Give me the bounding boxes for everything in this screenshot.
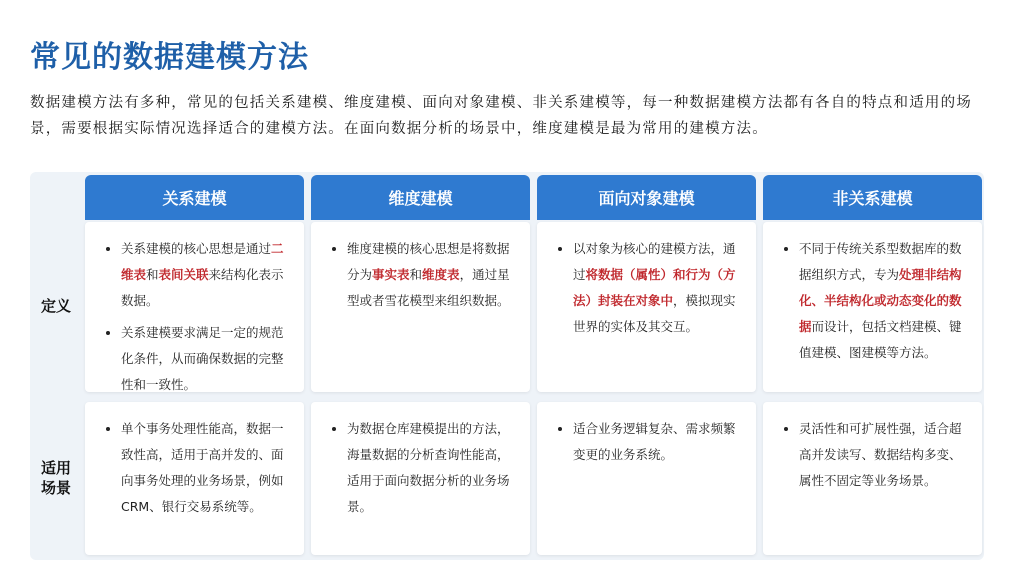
list-item [573, 236, 742, 340]
row-label-scenario-text: 适用场景 [40, 458, 71, 497]
column-header-object: 面向对象建模 [537, 175, 756, 220]
highlight-text: 将数据（属性）和行为（方法）封装在对象中 [573, 267, 736, 308]
text: ，模拟现实世界的实体及其交互。 [573, 293, 736, 334]
text: 维度建模的核心思想是将数据分为 [347, 241, 510, 282]
list-item: • 单个事务处理性能高，数据一致性高，适用于高并发的、面向事务处理的业务场景，例如CRM、银行交易系统等。 [121, 416, 290, 520]
cell-dimensional-definition [311, 222, 530, 392]
highlight-text: 处理非结构化、半结构化或动态变化的数据 [799, 267, 962, 334]
text: 关系建模的核心思想是通过 [121, 241, 272, 256]
highlight-text: 事实表 [372, 267, 410, 282]
cell-nonrelational-definition [763, 222, 982, 392]
column-header-nonrelational: 非关系建模 [763, 175, 982, 220]
row-label-definition: 定义 [30, 220, 82, 392]
intro-paragraph: 数据建模方法有多种，常见的包括关系建模、维度建模、面向对象建模、非关系建模等，每一种数据建模方法都有各自的特点和适用的场景，需要根据实际情况选择适合的建模方法。在面向数据分析的场景中，维度建模是最为常用的建模方法。 [30, 95, 972, 137]
list-item [799, 236, 968, 366]
highlight-text: 二维表 [121, 241, 284, 282]
page-title: 常见的数据建模方法 [30, 40, 309, 75]
row-label-scenario [30, 400, 82, 555]
text: 和 [409, 267, 423, 282]
column-header-dimensional: 维度建模 [311, 175, 530, 220]
highlight-text: 维度表 [422, 267, 460, 282]
list-item [121, 236, 290, 314]
cell-relational-definition [85, 222, 304, 392]
text: 和 [146, 267, 159, 282]
cell-object-scenario [537, 402, 756, 555]
cell-nonrelational-scenario [763, 402, 982, 555]
text: 不同于传统关系型数据库的数据组织方式，专为 [799, 241, 962, 282]
list-item: • 关系建模要求满足一定的规范化条件，从而确保数据的完整性和一致性。 [121, 320, 290, 398]
list-item: • 适合业务逻辑复杂、需求频繁变更的业务系统。 [573, 416, 742, 468]
list-item: • 灵活性和可扩展性强，适合超高并发读写、数据结构多变、属性不固定等业务场景。 [799, 416, 968, 494]
text: ，通过星型或者雪花模型来组织数据。 [347, 267, 510, 308]
text: 以对象为核心的建模方法，通过 [573, 241, 736, 282]
text: 而设计，包括文档建模、键值建模、图建模等方法。 [799, 319, 962, 360]
text: 来结构化表示数据。 [121, 267, 284, 308]
cell-dimensional-scenario [311, 402, 530, 555]
cell-object-definition [537, 222, 756, 392]
list-item: • 为数据仓库建模提出的方法，海量数据的分析查询性能高，适用于面向数据分析的业务场景。 [347, 416, 516, 520]
highlight-text: 表间关联 [158, 267, 209, 282]
list-item [347, 236, 516, 314]
cell-relational-scenario [85, 402, 304, 555]
column-header-relational: 关系建模 [85, 175, 304, 220]
